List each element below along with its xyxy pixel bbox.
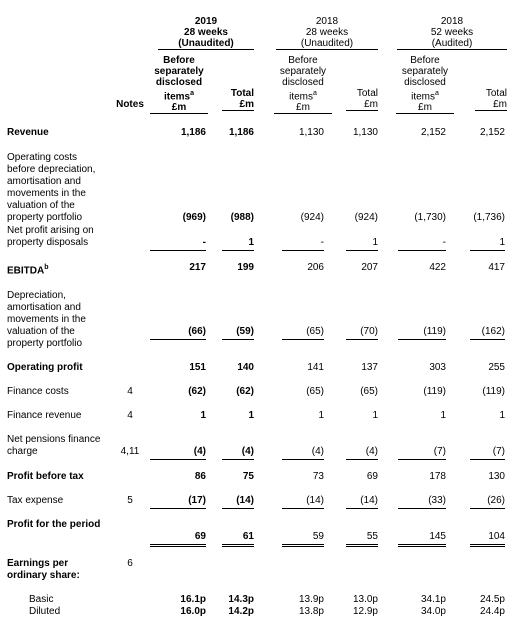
value-cell: (7)	[433, 446, 446, 457]
group-audit: (Unaudited)	[276, 38, 378, 50]
value-cell: 1	[440, 410, 446, 421]
total-rule	[150, 544, 206, 545]
row-label	[7, 495, 107, 507]
value-cell: (66)	[188, 326, 206, 337]
double-rule	[150, 546, 206, 547]
row-label	[7, 290, 107, 350]
value-cell: 255	[488, 362, 505, 373]
header-text: disclosed	[404, 77, 446, 88]
value-cell: 1	[499, 237, 505, 248]
value-cell: 1	[499, 410, 505, 421]
header-total	[222, 88, 254, 111]
group-weeks: 28 weeks	[184, 27, 228, 38]
value-cell: (62)	[236, 386, 254, 397]
value-cell: 130	[488, 471, 505, 482]
value-cell: (119)	[482, 386, 505, 397]
unit-label: £m	[346, 99, 378, 111]
value-cell: (14)	[306, 495, 324, 506]
value-cell: 24.5p	[479, 594, 505, 605]
total-rule	[346, 544, 378, 545]
footnote-marker: a	[190, 90, 195, 97]
value-cell: 104	[488, 531, 505, 542]
value-cell: (59)	[236, 326, 254, 337]
value-cell: 16.1p	[180, 594, 206, 605]
value-cell: (969)	[182, 212, 206, 223]
value-cell: (70)	[360, 326, 378, 337]
row-label	[7, 558, 107, 582]
total-rule	[282, 339, 324, 340]
value-cell: 69	[366, 471, 378, 482]
header-text: disclosed	[155, 77, 203, 88]
row-label	[7, 225, 107, 249]
row-label-text: Operating costs before depreciation, amortisation and movements in the valuation of the property portfolio	[7, 152, 96, 223]
row-label-text: Finance costs	[7, 386, 69, 397]
total-rule	[398, 250, 446, 251]
value-cell: 178	[429, 471, 446, 482]
header-text: disclosed	[282, 77, 324, 88]
value-cell: 217	[189, 262, 206, 273]
header-text: Total	[230, 88, 254, 99]
value-cell: -	[320, 237, 324, 248]
header-total	[475, 88, 507, 111]
row-label-text: Earnings per ordinary share:	[7, 558, 80, 581]
row-label-text: EBITDA	[7, 265, 45, 277]
total-rule	[150, 250, 206, 251]
note-ref: 6	[127, 558, 133, 569]
header-text: Before	[163, 55, 195, 66]
total-rule	[398, 459, 446, 460]
value-cell: 1,186	[180, 127, 206, 138]
group-year: 2018	[315, 16, 339, 27]
value-cell: (14)	[236, 495, 254, 506]
note-ref: 4,11	[120, 446, 140, 457]
value-cell: -	[442, 237, 446, 248]
unit-label: £m	[396, 102, 454, 114]
total-rule	[346, 459, 378, 460]
value-cell: 1	[372, 410, 378, 421]
row-label	[7, 410, 107, 422]
value-cell: 1,186	[228, 127, 254, 138]
value-cell: 140	[237, 362, 254, 373]
row-label-text: Depreciation, amortisation and movements in the valuation of the property portfolio	[7, 290, 86, 349]
value-cell: (4)	[241, 446, 254, 457]
value-cell: (65)	[306, 386, 324, 397]
header-text: separately	[279, 66, 327, 77]
value-cell: 206	[307, 262, 324, 273]
row-label	[7, 519, 107, 531]
value-cell: 69	[194, 531, 206, 542]
header-text: Total	[485, 88, 507, 99]
value-cell: 417	[488, 262, 505, 273]
header-text: Before	[410, 55, 440, 66]
value-cell: 75	[242, 471, 254, 482]
value-cell: 34.1p	[420, 594, 446, 605]
value-cell: (65)	[306, 326, 324, 337]
header-text: items	[289, 91, 313, 103]
row-label-text: Revenue	[7, 127, 49, 138]
value-cell: 141	[307, 362, 324, 373]
header-group-2019	[158, 16, 254, 50]
footnote-marker: a	[313, 90, 317, 97]
value-cell: (4)	[311, 446, 324, 457]
value-cell: 14.3p	[228, 594, 254, 605]
note-ref: 4	[127, 386, 133, 397]
value-cell: 14.2p	[228, 606, 254, 617]
row-label	[7, 386, 107, 398]
value-cell: 303	[429, 362, 446, 373]
total-rule	[470, 339, 505, 340]
value-cell: (33)	[428, 495, 446, 506]
total-rule	[222, 250, 254, 251]
header-before-items	[150, 55, 208, 114]
footnote-marker: a	[435, 90, 439, 97]
value-cell: -	[202, 237, 206, 248]
row-label	[7, 434, 107, 458]
value-cell: 73	[312, 471, 324, 482]
total-rule	[398, 544, 446, 545]
value-cell: 422	[429, 262, 446, 273]
unit-label: £m	[274, 102, 332, 114]
double-rule	[398, 546, 446, 547]
group-weeks: 52 weeks	[430, 27, 474, 38]
total-rule	[222, 459, 254, 460]
value-cell: 2,152	[479, 127, 505, 138]
row-label-text: Net pensions finance charge	[7, 434, 101, 457]
value-cell: 59	[312, 531, 324, 542]
total-rule	[470, 459, 505, 460]
header-group-2018-52	[397, 16, 507, 50]
value-cell: 1	[248, 237, 254, 248]
total-rule	[398, 339, 446, 340]
group-audit: (Audited)	[397, 38, 507, 50]
header-before-items	[396, 55, 454, 114]
value-cell: (1,736)	[473, 212, 505, 223]
header-text: separately	[401, 66, 449, 77]
value-cell: 13.0p	[352, 594, 378, 605]
value-cell: (924)	[354, 212, 378, 223]
note-ref: 4	[127, 410, 133, 421]
row-label-text: Net profit arising on property disposals	[7, 225, 94, 248]
value-cell: 55	[366, 531, 378, 542]
total-rule	[222, 508, 254, 509]
note-ref: 5	[127, 495, 133, 506]
header-text: items	[411, 91, 435, 103]
value-cell: 13.8p	[298, 606, 324, 617]
header-notes: Notes	[116, 99, 144, 110]
value-cell: (119)	[423, 326, 446, 337]
value-cell: (988)	[230, 212, 254, 223]
value-cell: (4)	[193, 446, 206, 457]
total-rule	[346, 250, 378, 251]
total-rule	[470, 508, 505, 509]
double-rule	[470, 546, 505, 547]
value-cell: 16.0p	[180, 606, 206, 617]
total-rule	[346, 339, 378, 340]
value-cell: 24.4p	[479, 606, 505, 617]
total-rule	[222, 544, 254, 545]
row-label	[29, 606, 129, 618]
unit-label: £m	[222, 99, 254, 111]
unit-label: £m	[150, 102, 208, 114]
row-label-text: Profit for the period	[7, 519, 101, 530]
value-cell: 137	[361, 362, 378, 373]
unit-label: £m	[475, 99, 507, 111]
header-text	[150, 88, 208, 102]
total-rule	[150, 339, 206, 340]
value-cell: (17)	[188, 495, 206, 506]
footnote-marker: b	[44, 264, 49, 271]
value-cell: (7)	[492, 446, 505, 457]
row-label-text: Profit before tax	[7, 471, 84, 482]
value-cell: (119)	[423, 386, 446, 397]
value-cell: 34.0p	[420, 606, 446, 617]
total-rule	[282, 459, 324, 460]
value-cell: 1	[318, 410, 324, 421]
value-cell: 13.9p	[298, 594, 324, 605]
value-cell: 61	[242, 531, 254, 542]
group-year: 2018	[440, 16, 464, 27]
value-cell: 1	[372, 237, 378, 248]
header-total	[346, 88, 378, 111]
header-before-items	[274, 55, 332, 114]
value-cell: (162)	[481, 326, 505, 337]
total-rule	[470, 544, 505, 545]
row-label	[29, 594, 129, 606]
value-cell: 207	[361, 262, 378, 273]
total-rule	[282, 544, 324, 545]
row-label	[7, 471, 107, 483]
total-rule	[150, 459, 206, 460]
row-label-text: Basic	[29, 594, 54, 605]
value-cell: 2,152	[420, 127, 446, 138]
row-label-text: Diluted	[29, 606, 61, 617]
header-text: Total	[356, 88, 378, 99]
value-cell: (1,730)	[414, 212, 446, 223]
row-label-text: Tax expense	[7, 495, 64, 506]
value-cell: 1	[248, 410, 254, 421]
header-text	[396, 88, 454, 102]
header-text: items	[163, 91, 191, 103]
value-cell: (26)	[487, 495, 505, 506]
total-rule	[346, 508, 378, 509]
value-cell: (924)	[300, 212, 324, 223]
total-rule	[282, 508, 324, 509]
total-rule	[398, 508, 446, 509]
value-cell: 145	[429, 531, 446, 542]
total-rule	[470, 250, 505, 251]
value-cell: 1,130	[298, 127, 324, 138]
header-group-2018-28	[276, 16, 378, 50]
group-weeks: 28 weeks	[305, 27, 349, 38]
value-cell: (4)	[365, 446, 378, 457]
group-year: 2019	[194, 16, 218, 27]
value-cell: 1,130	[352, 127, 378, 138]
row-label	[7, 152, 107, 224]
row-label-text: Finance revenue	[7, 410, 82, 421]
double-rule	[282, 546, 324, 547]
header-text: separately	[154, 66, 204, 77]
value-cell: 12.9p	[352, 606, 378, 617]
value-cell: 86	[194, 471, 206, 482]
header-text	[274, 88, 332, 102]
double-rule	[222, 546, 254, 547]
value-cell: 199	[237, 262, 254, 273]
row-label	[7, 127, 107, 139]
value-cell: (14)	[360, 495, 378, 506]
row-label	[7, 362, 107, 374]
total-rule	[282, 250, 324, 251]
value-cell: 1	[200, 410, 206, 421]
total-rule	[222, 339, 254, 340]
row-label	[7, 262, 107, 277]
group-audit: (Unaudited)	[158, 38, 254, 50]
header-text: Before	[288, 55, 318, 66]
double-rule	[346, 546, 378, 547]
value-cell: (65)	[360, 386, 378, 397]
row-label-text: Operating profit	[7, 362, 83, 373]
value-cell: (62)	[188, 386, 206, 397]
total-rule	[150, 508, 206, 509]
value-cell: 151	[189, 362, 206, 373]
